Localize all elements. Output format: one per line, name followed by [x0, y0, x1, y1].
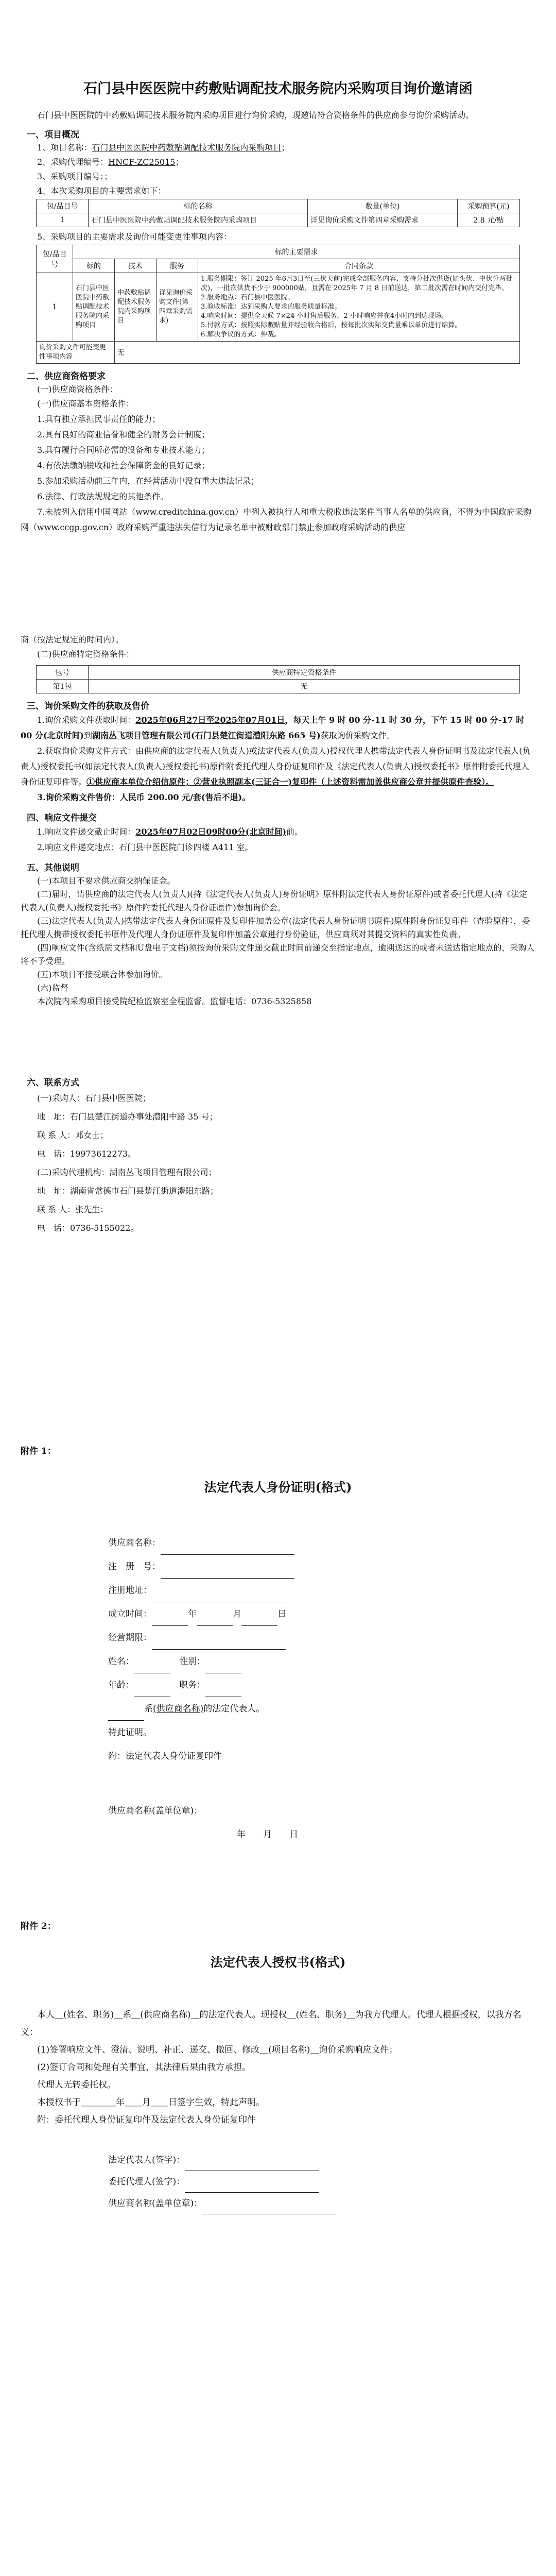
table-cell: 详见询价采购文件(第四章采购需求) — [157, 273, 198, 342]
table-header-cell: 包号 — [37, 666, 89, 680]
qualification-basic: (一)供应商基本资格条件： — [37, 399, 134, 409]
qualification-list — [21, 412, 535, 504]
qualification-sub: (一)供应商资格条件： — [37, 384, 118, 394]
list-item: 4.有依法缴纳税收和社会保障资金的良好记录； — [37, 461, 210, 470]
document-title: 石门县中医医院中药敷贴调配技术服务院内采购项目询价邀请函 — [83, 81, 473, 97]
note-item: 本次院内采购项目接受院纪检监察室全程监督。监督电话：0736-5325858 — [37, 996, 312, 1006]
requirements-table — [36, 199, 520, 227]
intro-paragraph: 石门县中医医院的中药敷贴调配技术服务院内采购项目进行询价采购，现邀请符合资格条件的供应商参与询价采购活动。 — [37, 110, 474, 120]
requirements-intro: 4、本次采购项目的主要需求如下： — [37, 186, 166, 196]
table-header-cell: 供应商特定资格条件 — [89, 666, 520, 680]
list-item: 2.具有良好的商业信誉和健全的财务会计制度； — [37, 430, 210, 439]
contact-line: 地 址：湖南省常德市石门县楚江街道澧阳东路； — [37, 1186, 219, 1196]
signature-line: 供应商名称(盖单位章)： — [21, 2193, 535, 2214]
contact-line: 电 话：19973612273。 — [37, 1149, 136, 1159]
special-qualification-table — [36, 665, 520, 693]
table-header-cell: 技术 — [115, 259, 157, 273]
section-3-heading: 三、询价采购文件的获取及售价 — [27, 701, 149, 711]
form-field: 经营期限： — [21, 1626, 535, 1650]
contact-line: 地 址：石门县楚江街道办事处澧阳中路 35 号； — [37, 1112, 218, 1122]
form-field: 年 月 日 — [237, 1829, 298, 1840]
attachment-1-title: 法定代表人身份证明(格式) — [204, 1480, 352, 1495]
attachment-1-label: 附件 1： — [21, 1446, 56, 1456]
table-header-cell: 标的 — [73, 259, 115, 273]
blank-space — [21, 1846, 535, 1898]
contact-block — [21, 1089, 535, 1238]
blank-space — [21, 1008, 535, 1070]
form-field: 系(供应商名称)的法定代表人。 — [21, 1697, 535, 1721]
contact-line: 电 话：0736-5155022。 — [37, 1223, 139, 1233]
note-item: (六)监督 — [37, 983, 68, 993]
contact-line: 联 系 人：张先生； — [37, 1205, 109, 1214]
form-field: 姓名： 性别： — [21, 1650, 535, 1673]
contact-line: (一)采购人：石门县中医医院； — [37, 1093, 151, 1103]
credit-note-end: 商（按法定规定的时间内）。 — [21, 635, 124, 645]
list-item: 3.具有履行合同所必需的设备和专业技术能力； — [37, 445, 210, 455]
document-page — [21, 15, 535, 2214]
form-field: 注册地址： — [21, 1579, 535, 1602]
detail-requirements-table — [36, 245, 520, 364]
note-item: (二)届时，请供应商的法定代表人(负责人)(持《法定代表人(负责人)身份证明》原件附法定代表人身份证原件)或者委托代理人(持《法定代表人(负责人)授权委托书》原件附委托代理人身份证原件)参加询价会。 — [21, 889, 528, 912]
list-item: 1.具有独立承担民事责任的能力； — [37, 414, 161, 424]
attachment-2-title: 法定代表人授权书(格式) — [210, 1955, 346, 1970]
table-cell: 1 — [37, 213, 89, 227]
table-header-cell: 标的主要需求 — [73, 245, 520, 259]
table-header-cell: 包/品目号 — [37, 199, 89, 213]
form-field: 成立时间： 年 月 日 — [21, 1602, 535, 1626]
table-cell: 询价采购文件可能变更性事项内容 — [37, 342, 115, 364]
table-header-cell: 包/品目号 — [37, 245, 73, 273]
table-cell: 无 — [115, 342, 520, 364]
form-field: 注 册 号： — [21, 1555, 535, 1579]
submission-deadline: 1.响应文件递交截止时间：2025年07月02日09时00分(北京时间)前。 — [37, 827, 303, 837]
table-cell: 无 — [89, 680, 520, 693]
auth-paragraph: 附：委托代理人身份证复印件及法定代表人身份证复印件 — [37, 2115, 256, 2125]
table-cell: 第1包 — [37, 680, 89, 693]
section-1-heading: 一、项目概况 — [27, 130, 79, 140]
auth-paragraph: (2)签订合同和处理有关事宜，其法律后果由我方承担。 — [37, 2062, 251, 2073]
blank-space — [21, 1238, 535, 1423]
table-header-cell: 采购预算(元) — [458, 199, 520, 213]
form-field: 附：法定代表人身份证复印件 — [108, 1751, 222, 1761]
doc-obtain-time: 1.询价采购文件获取时间：2025年06月27日至2025年07月01日，每天上午 9 时 00 分-11 时 30 分，下午 15 时 00 分-17 时 00 分(北京时间)到湖南丛飞项目管理有限公司(石门县楚江街道澧阳东路 665 号)获取询价采购文件。 — [21, 715, 525, 740]
project-code-line: 3、采购项目编号：； — [37, 172, 113, 181]
auth-paragraph: 本人＿(姓名、职务)＿系＿(供应商名称)＿的法定代表人。现授权＿(姓名、职务)＿为我方代理人。代理人根据授权，以我方名义： — [21, 2010, 522, 2038]
table-cell: 1 — [37, 273, 73, 342]
agency-code-line: 2、采购代理编号：HNCF-ZC25015； — [37, 157, 184, 167]
variable-items-intro: 5、采购项目的主要需求及询价可能变更性事项内容： — [37, 232, 232, 242]
table-cell: 2.8 元/贴 — [458, 213, 520, 227]
other-notes — [21, 874, 535, 1008]
table-header-cell: 标的名称 — [89, 199, 308, 213]
form-field: 年龄： 职务： — [21, 1673, 535, 1697]
auth-paragraph: 本授权书于＿＿＿＿年＿＿月＿＿日签字生效，特此声明。 — [37, 2097, 265, 2108]
doc-obtain-method: 2.获取询价采购文件方式：由供应商的法定代表人(负责人)或法定代表人(负责人)授权代理人携带法定代表人身份证明书及法定代表人(负责人)授权委托书(如法定代表人(负责人)授权委托书)原件附委托代理人身份证复印件及《法定代表人(负责人)授权委托书》原件附委托代理人身份证复印件等。①供应商本单位介绍信原件；②营业执照副本(三证合一)复印件（上述资料需加盖供应商公章并提供原件查验）。 — [21, 746, 531, 787]
table-header-cell: 合同条款 — [198, 259, 520, 273]
contact-line: 联 系 人：邓女士； — [37, 1130, 109, 1140]
auth-paragraph: 代理人无转委托权。 — [37, 2080, 116, 2090]
form-field: 特此证明。 — [108, 1727, 152, 1738]
contact-line: (二)采购代理机构：湖南丛飞项目管理有限公司； — [37, 1167, 217, 1177]
credit-note: 7.未被列入信用中国网站（www.creditchina.gov.cn）中列入被执行人和重大税收违法案件当事人名单的供应商，不得为中国政府采购网（www.ccgp.gov.cn）政府采购严重违法失信行为记录名单中被财政部门禁止参加政府采购活动的供应 — [21, 507, 532, 532]
table-header-cell: 服务 — [157, 259, 198, 273]
form-field: 供应商名称(盖单位章)： — [108, 1806, 203, 1816]
section-6-heading: 六、联系方式 — [27, 1078, 79, 1088]
identity-form — [21, 1531, 535, 1846]
doc-price: 3.询价采购文件售价：人民币 200.00 元/套(售后不退)。 — [37, 792, 251, 802]
table-cell: 石门县中医医院中药敷贴调配技术服务院内采购项目 — [89, 213, 308, 227]
section-2-heading: 二、供应商资格要求 — [27, 371, 106, 382]
table-header-cell: 数量(单位) — [308, 199, 458, 213]
authorization-form — [21, 2006, 535, 2129]
list-item: 6.法律、行政法规规定的其他条件。 — [37, 492, 169, 501]
attachment-2-label: 附件 2： — [21, 1921, 56, 1931]
signature-line: 法定代表人(签字)： — [21, 2149, 535, 2171]
signature-line: 委托代理人(签字)： — [21, 2171, 535, 2193]
section-5-heading: 五、其他说明 — [27, 863, 79, 873]
table-cell: 石门县中医医院中药敷贴调配技术服务院内采购项目 — [73, 273, 115, 342]
auth-paragraph: (1)签署响应文件、澄清、说明、补正、递交、撤回、修改＿(项目名称)＿询价采购响应文件； — [37, 2045, 398, 2055]
table-cell: 中药敷贴调配技术服务院内采购项目 — [115, 273, 157, 342]
submission-place: 2.响应文件递交地点：石门县中医医院门诊四楼 A411 室。 — [37, 842, 253, 852]
table-cell: 详见询价采购文件第四章采购需求 — [308, 213, 458, 227]
project-name-line: 1、项目名称：石门县中医医院中药敷贴调配技术服务院内采购项目； — [37, 143, 290, 152]
note-item: (三)法定代表人(负责人)携带法定代表人身份证原件及复印件加盖公章(法定代表人身份证明书原件)原件附身份证复印件（查验原件），委托代理人携带授权委托书原件及代理人身份证原件及复印件加盖公章进行身份验证，供应商须对其提交资料的真实性负责。 — [21, 916, 530, 939]
note-item: (一)本项目不要求供应商交纳保证金。 — [37, 876, 176, 886]
note-item: (五)本项目不接受联合体参加询价。 — [37, 970, 167, 979]
section-4-heading: 四、响应文件提交 — [27, 813, 97, 823]
blank-space — [21, 535, 535, 633]
contract-terms-cell: 1.服务期限：签订 2025 年6月3日至(三伏天前)完成全部服务内容，支持分批次供货(如头伏、中伏分两批次)，一批次供货不少于 900000贴，且需在 2025年 7 月 8 日前送达，第二批次需在时间内交付完毕。 2.服务地点：石门县中医医院。 3.验收标准：达到采购人要求的服务质量标准。 4.响应时间：提供全天候 7×24 小时售后服务，2 小时响应并在4小时内到达现场。 5.付款方式：按照实际敷贴量并经验收合格后，按每批次实际交货量乘以单价进行结算。 6.解决争议的方式：仲裁。 — [198, 273, 520, 342]
note-item: (四)响应文件(含纸质文档和U盘电子文档)须按询价采购文件递交截止时间前递交至指定地点，逾期送达的或者未送达指定地点的，采购人将不予受理。 — [21, 943, 535, 966]
special-qualification-sub: (二)供应商特定资格条件： — [37, 649, 134, 659]
form-field: 供应商名称： — [21, 1531, 535, 1555]
list-item: 5.参加采购活动前三年内，在经营活动中没有重大违法记录； — [37, 476, 259, 486]
